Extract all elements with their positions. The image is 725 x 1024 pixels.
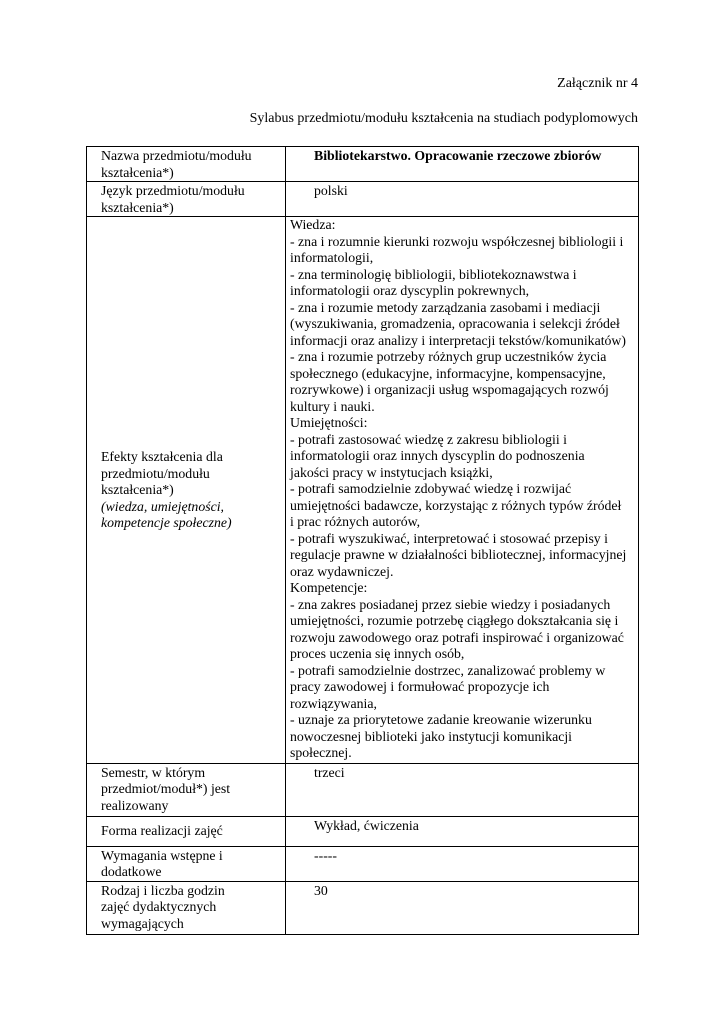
outcome-line: nowoczesnej biblioteki jako instytucji komunikacji [290,728,573,744]
label-learning-outcomes: Efekty kształcenia dla przedmiotu/modułu kształcenia*) (wiedza, umiejętności, kompetencje społeczne) [87,217,286,764]
outcome-line: kultury i nauki. [290,398,375,414]
outcome-line: (wyszukiwania, gromadzenia, opracowania i selekcji źródeł [290,316,620,331]
table-row-course-name [87,147,639,182]
outcome-line: rozwiązywania, [290,695,377,711]
outcome-line: proces uczenia się innych osób, [290,646,465,661]
value-form: Wykład, ćwiczenia [286,816,639,846]
outcome-line: - uznaje za priorytetowe zadanie kreowanie wizerunku [290,712,592,727]
outcome-line: i prac różnych autorów, [290,514,421,529]
outcome-line: - zna zakres posiadanej przez siebie wiedzy i posiadanych [290,596,611,612]
label-language: Język przedmiotu/modułu kształcenia*) [87,182,286,217]
value-learning-outcomes [286,217,639,764]
outcome-line: Kompetencje: [290,580,368,595]
document-subtitle: Sylabus przedmiotu/modułu kształcenia na studiach podyplomowych [249,111,638,126]
value-course-name: Bibliotekarstwo. Opracowanie rzeczowe zbiorów [286,147,639,182]
outcome-line: - potrafi samodzielnie zdobywać wiedzę i rozwijać [290,481,572,496]
outcome-line: Umiejętności: [290,415,368,430]
annex-number: Załącznik nr 4 [557,76,638,91]
outcome-line: rozwoju zawodowego oraz potrafi inspirować i organizować [290,629,624,645]
outcome-line: umiejętności badawcze, korzystając z różnych typów źródeł [290,497,622,513]
syllabus-table [86,146,639,935]
value-language: polski [286,182,639,217]
outcome-line: informacji oraz analizy i interpretacji tekstów/komunikatów) [290,332,626,348]
outcome-line: - zna i rozumie potrzeby różnych grup uczestników życia [290,349,607,364]
outcome-line: Wiedza: [290,217,336,232]
outcome-line: informatologii oraz dyscyplin pokrewnych, [290,283,530,298]
outcome-line: - zna i rozumie metody zarządzania zasobami i mediacji [290,299,601,315]
outcome-line: - zna i rozumnie kierunki rozwoju współczesnej bibliologii i [290,233,624,249]
label-course-name: Nazwa przedmiotu/modułu kształcenia*) [87,147,286,182]
outcome-line: informatologii, [290,250,374,265]
table-row-language [87,182,639,217]
outcome-line: jakości pracy w instytucjach książki, [290,464,493,480]
outcome-line: umiejętności, rozumie potrzebę ciągłego dokształcania się i [290,613,619,628]
value-requirements: ----- [286,846,639,881]
outcome-line: rozrywkowe) i organizacji usług wspomagających rozwój [290,382,609,397]
table-row-learning-outcomes [87,217,639,764]
outcome-line: - potrafi wyszukiwać, interpretować i stosować przepisy i [290,530,608,546]
value-semester: trzeci [286,763,639,816]
outcome-line: społecznego (edukacyjne, informacyjne, kompensacyjne, [290,365,606,381]
outcome-line: pracy zawodowej i formułować propozycje ich [290,679,550,694]
outcome-line: - potrafi samodzielnie dostrzec, zanalizować problemy w [290,662,606,678]
outcome-line: oraz wydawniczej. [290,563,394,579]
label-hours: Rodzaj i liczba godzin zajęć dydaktycznych wymagających [87,881,286,934]
label-semester: Semestr, w którym przedmiot/moduł*) jest realizowany [87,763,286,816]
value-hours: 30 [286,881,639,934]
outcome-line: - zna terminologię bibliologii, bibliotekoznawstwa i [290,266,577,282]
outcome-line: informatologii oraz innych dyscyplin do podnoszenia [290,448,585,463]
table-row-hours [87,881,639,934]
label-form: Forma realizacji zajęć [87,816,286,846]
table-row-form [87,816,639,846]
outcomes-list [290,217,634,762]
outcome-line: regulacje prawne w działalności bibliotecznej, informacyjnej [290,547,627,562]
outcome-line: - potrafi zastosować wiedzę z zakresu bibliologii i [290,431,567,447]
table-row-semester [87,763,639,816]
outcome-line: społecznej. [290,745,352,760]
label-requirements: Wymagania wstępne i dodatkowe [87,846,286,881]
table-row-requirements [87,846,639,881]
